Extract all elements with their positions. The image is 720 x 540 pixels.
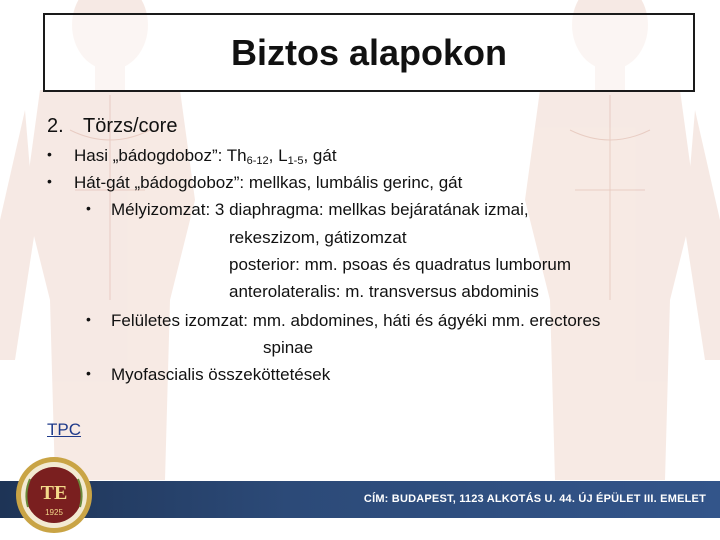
deep-muscle-line-2: rekeszizom, gátizomzat — [229, 228, 407, 247]
superficial-muscle-line-1: Felületes izomzat: mm. abdomines, háti és ágyéki mm. erectores — [111, 311, 601, 330]
bullet-icon: • — [86, 311, 91, 327]
bullet-back-box: Hát-gát „bádogdoboz”: mellkas, lumbális gerinc, gát — [74, 173, 463, 192]
bullet-icon: • — [47, 146, 52, 162]
logo-year: 1925 — [45, 508, 63, 517]
bullet-text: Hasi „bádogdoboz”: Th — [74, 146, 247, 165]
footer-bar — [0, 481, 720, 518]
section-number: 2. — [47, 115, 64, 137]
bullet-text: , gát — [303, 146, 337, 165]
section-heading-text: Törzs/core — [83, 115, 178, 137]
myofascial-line: Myofascialis összeköttetések — [111, 365, 331, 384]
slide-title: Biztos alapokon — [230, 31, 508, 73]
bullet-icon: • — [86, 365, 91, 381]
logo-initials: TE — [40, 482, 68, 504]
subscript: 6-12 — [246, 155, 269, 167]
deep-muscle-line-1: Mélyizomzat: 3 diaphragma: mellkas bejáratának izmai, — [111, 200, 529, 219]
footer-address: CÍM: BUDAPEST, 1123 ALKOTÁS U. 44. ÚJ ÉPÜLET III. EMELET — [363, 493, 706, 505]
superficial-muscle-line-2: spinae — [263, 338, 314, 357]
bullet-icon: • — [47, 173, 52, 189]
title-box — [43, 13, 695, 92]
subscript: 1-5 — [287, 155, 304, 167]
university-logo — [14, 455, 94, 535]
deep-muscle-line-3: posterior: mm. psoas és quadratus lumborum — [229, 255, 572, 274]
bullet-text: , L — [268, 146, 288, 165]
section-heading — [47, 114, 177, 138]
tpc-link[interactable]: TPC — [47, 420, 81, 439]
deep-muscle-line-4: anterolateralis: m. transversus abdominis — [229, 282, 539, 301]
bullet-icon: • — [86, 200, 91, 216]
bullet-abdominal-box — [74, 146, 337, 171]
